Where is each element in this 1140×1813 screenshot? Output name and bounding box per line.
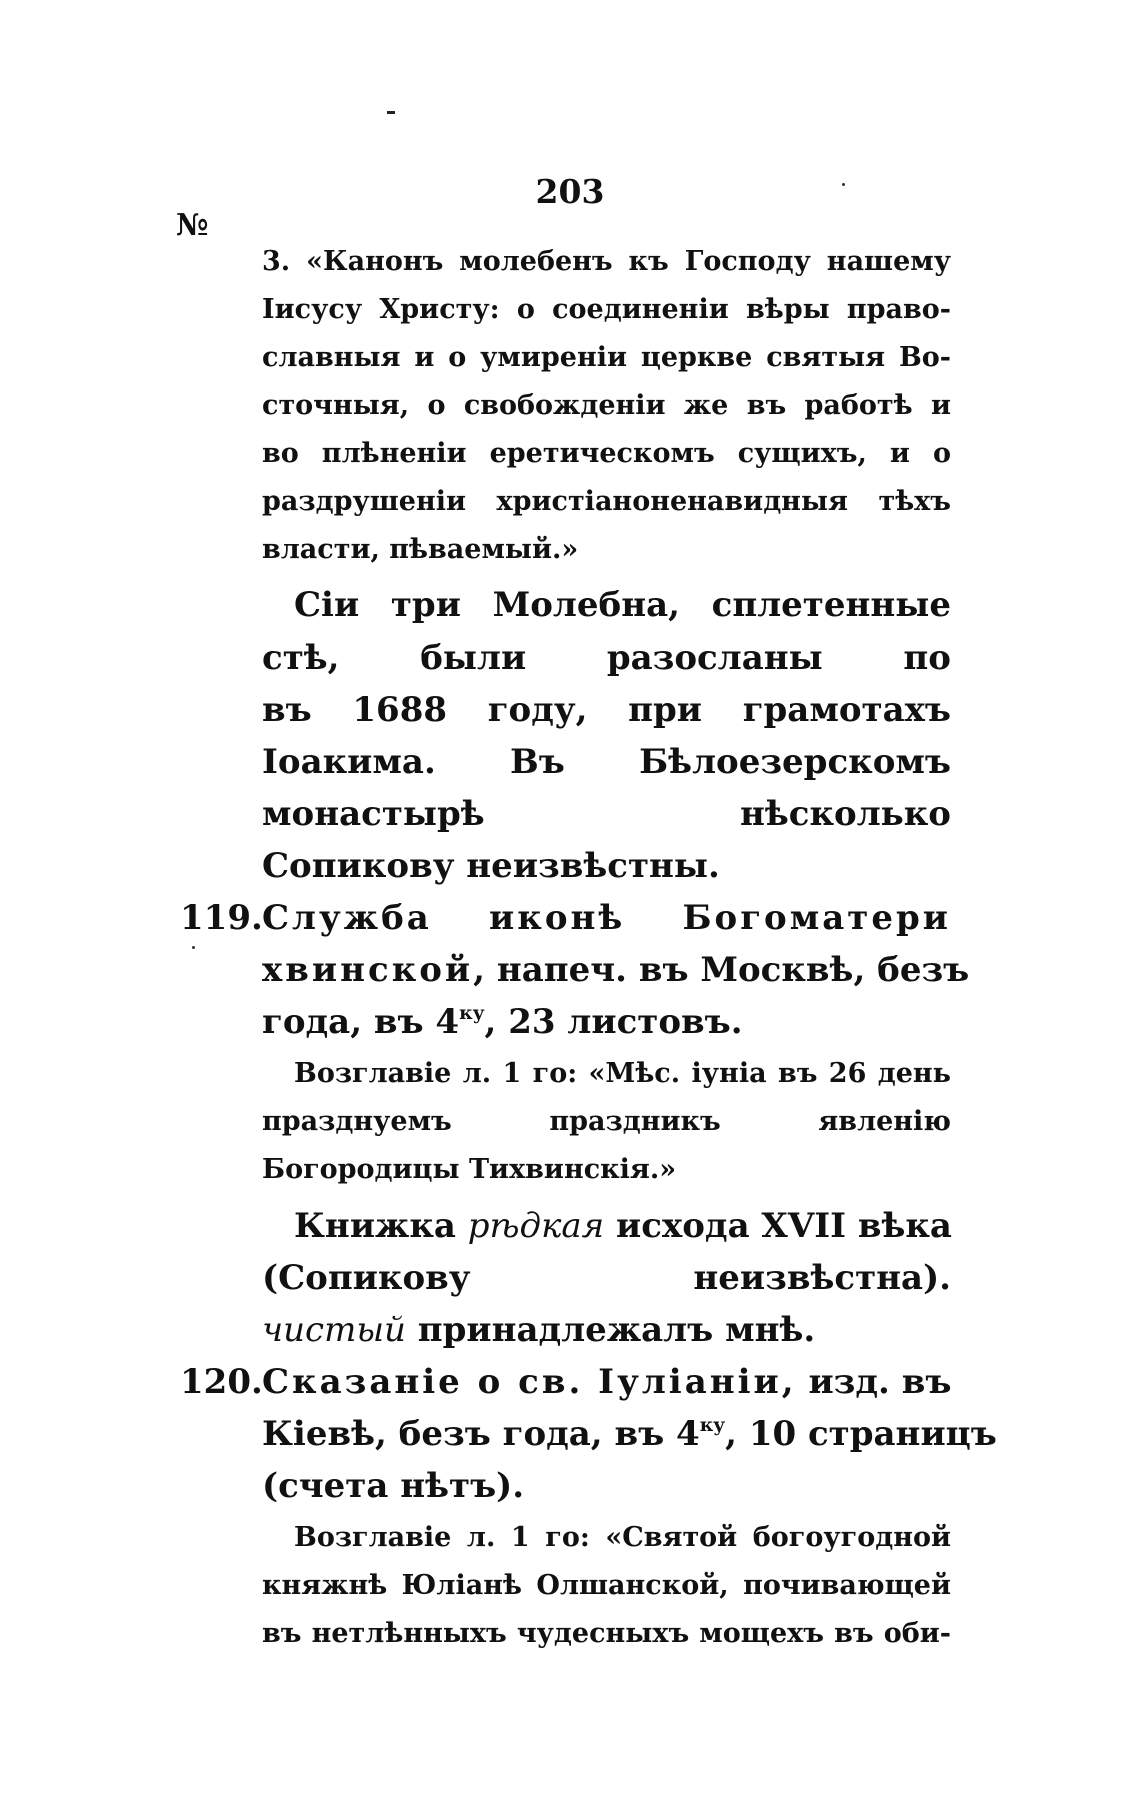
entry120-heading-line: въ нетлѣнныхъ чудесныхъ мощехъ въ оби- — [262, 1618, 951, 1649]
print-speck — [192, 946, 195, 949]
entry120-heading-line: Возглавіе л. 1 го: «Святой богоугодной — [294, 1522, 951, 1553]
entry3-line: славныя и о умиреніи церкве святыя Во- — [262, 342, 951, 373]
entry120-line2: Кіевѣ, безъ года, въ $4^{ку}$, 10 страницъ — [262, 1414, 997, 1455]
entry120-title: Сказаніе о св. Іуліаніи, изд. въ — [262, 1362, 952, 1402]
entry3-line: сточныя, о свобожденіи же въ работѣ и — [262, 390, 951, 421]
note3-line: Сіи три Молебна, сплетенные — [294, 585, 951, 625]
entry119-title: Служба иконѣ Богоматери — [262, 898, 951, 938]
entry-number: 120. — [180, 1362, 263, 1402]
entry120-heading-line: княжнѣ Юліанѣ Олшанской, почивающей — [262, 1570, 951, 1601]
note3-line: въ 1688 году, при грамотахъ — [262, 690, 951, 730]
entry-number: 119. — [180, 898, 263, 938]
entry3-line: 3. «Канонъ молебенъ къ Господу нашему — [262, 246, 951, 277]
note3-line: стѣ, были разосланы по — [262, 638, 951, 678]
entry119-heading-line: празднуемъ праздникъ явленію — [262, 1106, 951, 1137]
note3-line: монастырѣ нѣсколько — [262, 794, 951, 834]
page-number: 203 — [535, 172, 605, 211]
entry120-line3: (счета нѣтъ). — [262, 1466, 525, 1506]
entry3-line: раздрушеніи христіаноненавидныя тѣхъ — [262, 486, 951, 517]
entry3-line: власти, пѣваемый.» — [262, 534, 579, 565]
number-sign: № — [176, 208, 209, 243]
entry119-line3: года, въ $4^{ку}$, 23 листовъ. — [262, 1002, 743, 1043]
print-speck — [387, 111, 395, 114]
note3-line: Іоакима. Въ Бѣлоезерскомъ — [262, 742, 951, 782]
entry119-note-line1: Книжка рѣдкая исхода XVII вѣка — [294, 1206, 952, 1246]
entry3-line: Іисусу Христу: о соединеніи вѣры право- — [262, 294, 951, 325]
note3-line: Сопикову неизвѣстны. — [262, 846, 720, 886]
entry119-note-line3: чистый принадлежалъ мнѣ. — [262, 1310, 816, 1350]
entry119-line2: хвинской, напеч. въ Москвѣ, безъ — [262, 950, 970, 990]
entry3-line: во плѣненіи еретическомъ сущихъ, и о — [262, 438, 951, 469]
entry119-heading-line: Богородицы Тихвинскія.» — [262, 1154, 677, 1185]
entry119-heading-line: Возглавіе л. 1 го: «Мѣс. іуніа въ 26 день — [294, 1058, 951, 1089]
entry119-note-line2: (Сопикову неизвѣстна). — [262, 1258, 951, 1298]
